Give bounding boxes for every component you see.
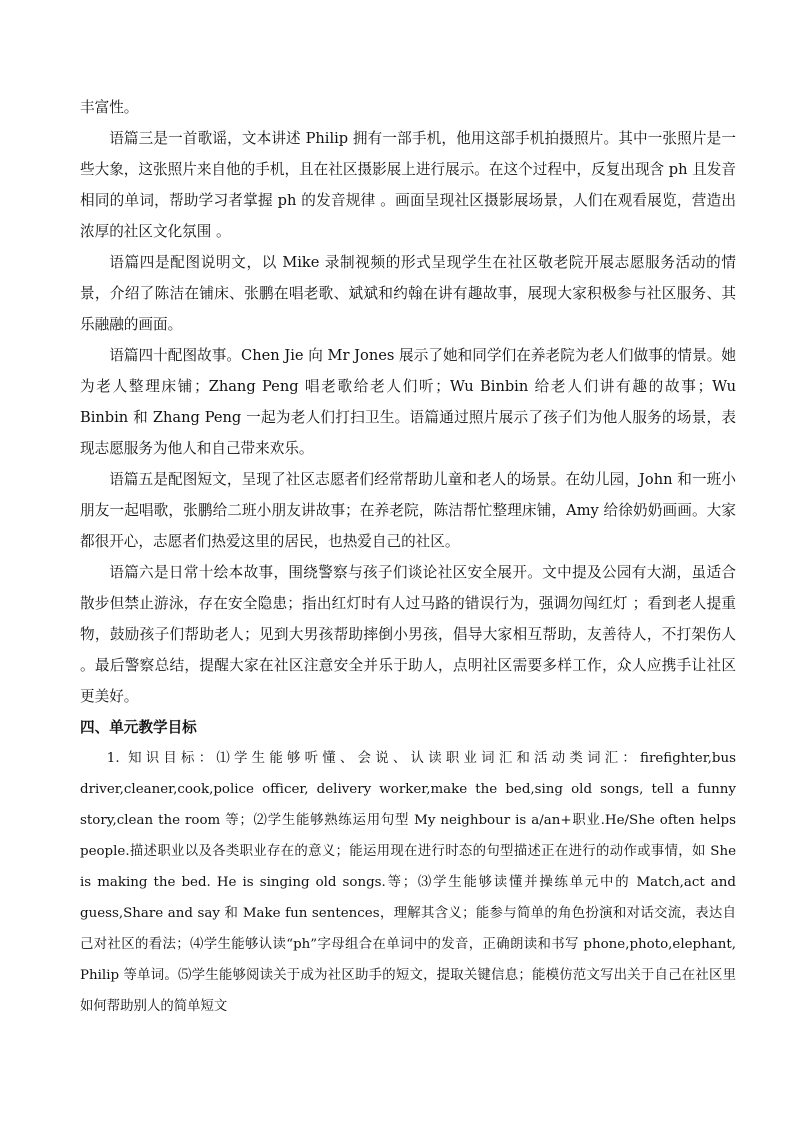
paragraph-knowledge-goals: 1. 知识目标：⑴学生能够听懂、会说、认读职业词汇和活动类词汇：firefighter,bus driver,cleaner,cook,police officer, delivery worker,make the bed,sing old songs, tell a funny story,clean the room 等；⑵学生能够熟练运用句型 My neighbour is a/an+职业.He/She often helps people.描述职业以及各类职业存在的意义；能运用现在进行时态的句型描述正在进行的动作或事情，如 She is making the bed. He is singing old songs.等；⑶学生能够读懂并操练单元中的 Match,act and guess,Share and say 和 Make fun sentences，理解其含义；能参与简单的角色扮演和对话交流，表达自己对社区的看法；⑷学生能够认读“ph”字母组合在单词中的发音，正确朗读和书写 phone,photo,elephant, Philip 等单词。⑸学生能够阅读关于成为社区助手的短文，提取关键信息；能模仿范文写出关于自己在社区里如何帮助别人的简单短文 <box>80 751 736 1014</box>
paragraph-text-four-story: 语篇四十配图故事。Chen Jie 向 Mr Jones 展示了她和同学们在养老院为老人们做事的情景。她为老人整理床铺；Zhang Peng 唱老歌给老人们听；Wu Binbin 给老人们讲有趣的故事；Wu Binbin 和 Zhang Peng 一起为老人们打扫卫生。语篇通过照片展示了孩子们为他人服务的场景，表现志愿服务为他人和自己带来欢乐。 <box>80 347 736 457</box>
section-heading: 四、单元教学目标 <box>80 719 197 736</box>
paragraph-text-six: 语篇六是日常十绘本故事，围绕警察与孩子们谈论社区安全展开。文中提及公园有大湖，虽适合散步但禁止游泳，存在安全隐患；指出红灯时有人过马路的错误行为，强调勿闯红灯 ；看到老人提重物，鼓励孩子们帮助老人；见到大男孩帮助摔倒小男孩，倡导大家相互帮助，友善待人，不打架伤人 。最后警察总结，提醒大家在社区注意安全并乐于助人，点明社区需要多样工作，众人应携手让社区更美好。 <box>80 564 736 705</box>
paragraph-text-three: 语篇三是一首歌谣，文本讲述 Philip 拥有一部手机，他用这部手机拍摄照片。其中一张照片是一些大象，这张照片来自他的手机，且在社区摄影展上进行展示。在这个过程中，反复出现含 ph 且发音相同的单词，帮助学习者掌握 ph 的发音规律 。画面呈现社区摄影展场景，人们在观看展览，营造出浓厚的社区文化氛围 。 <box>80 130 736 240</box>
document-body <box>80 92 736 1022</box>
paragraph-text-five: 语篇五是配图短文，呈现了社区志愿者们经常帮助儿童和老人的场景。在幼儿园，John 和一班小朋友一起唱歌，张鹏给二班小朋友讲故事；在养老院，陈洁帮忙整理床铺，Amy 给徐奶奶画画。大家都很开心，志愿者们热爱这里的居民，也热爱自己的社区。 <box>80 471 736 550</box>
paragraph-continuation: 丰富性。 <box>80 99 139 116</box>
paragraph-text-four: 语篇四是配图说明文，以 Mike 录制视频的形式呈现学生在社区敬老院开展志愿服务活动的情景，介绍了陈洁在铺床、张鹏在唱老歌、斌斌和约翰在讲有趣故事，展现大家积极参与社区服务、其乐融融的画面。 <box>80 254 736 333</box>
